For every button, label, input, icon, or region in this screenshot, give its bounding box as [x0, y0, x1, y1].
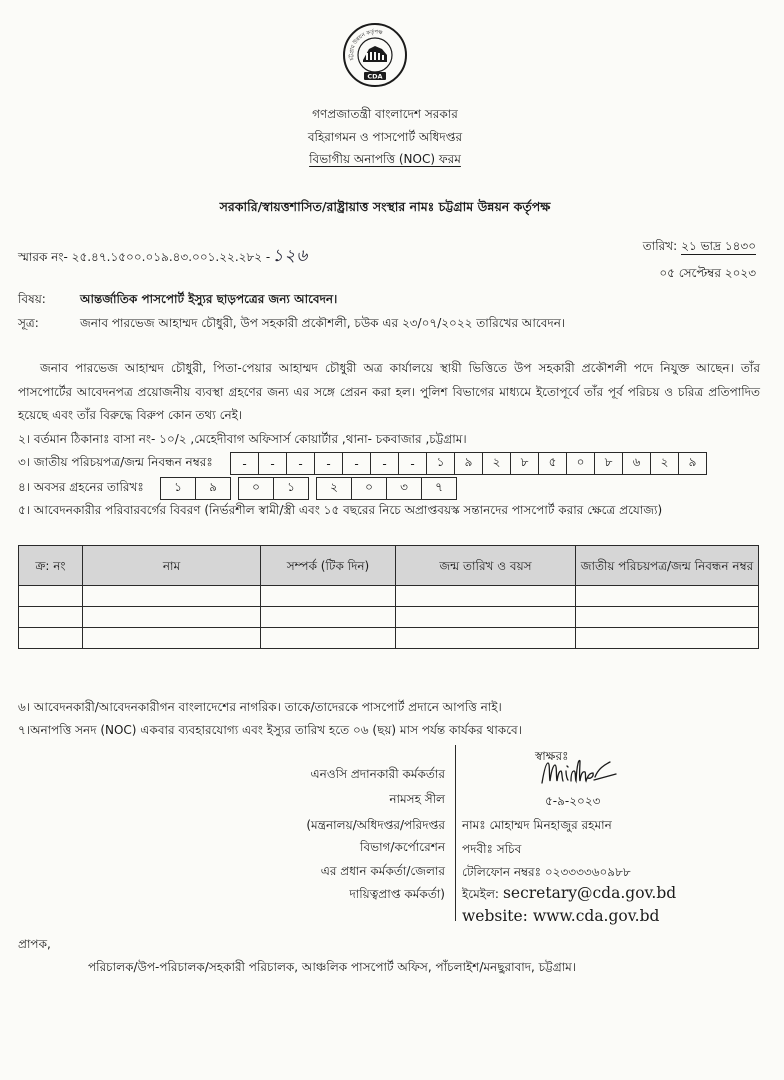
table-row — [19, 586, 759, 607]
header-department: বহিরাগমন ও পাসপোর্ট অধিদপ্তর — [307, 130, 463, 144]
family-table — [18, 545, 759, 649]
table-cell — [261, 586, 396, 607]
date-english: ০৫ সেপ্টেম্বর ২০২৩ — [659, 266, 756, 280]
retirement-digit-box: ২ — [316, 477, 352, 500]
date-label: তারিখ: — [642, 239, 678, 253]
issuer-label-line: এর প্রধান কর্মকর্তা/জেলার — [320, 864, 445, 878]
header-government: গণপ্রজাতন্ত্রী বাংলাদেশ সরকার — [312, 107, 458, 121]
organization-line: সরকারি/স্বায়ত্তশাসিত/রাষ্ট্রায়াত্ত সংস্থার নামঃ চট্টগ্রাম উন্নয়ন কর্তৃপক্ষ — [219, 199, 551, 214]
retirement-digit-box: ০ — [351, 477, 387, 500]
table-cell — [83, 607, 261, 628]
nid-digit-box: ৯ — [454, 452, 483, 475]
retirement-label: ৪। অবসর গ্রহনের তারিখঃ — [18, 479, 144, 494]
nid-digit-box: - — [286, 452, 315, 475]
form-title — [0, 151, 770, 171]
issuer-label-line: বিভাগ/কর্পোরেশন — [360, 840, 445, 854]
date-bangla: ২১ ভাদ্র ১৪৩০ — [681, 239, 756, 253]
nid-digit-box: - — [342, 452, 371, 475]
signatory-designation: পদবীঃ সচিব — [462, 842, 522, 856]
issuer-label-line: (মন্ত্রনালয়/অধিদপ্তর/পরিদপ্তর — [306, 818, 445, 832]
signatory-name: নামঃ মোহাম্মদ মিনহাজুর রহমান — [462, 818, 612, 832]
retirement-boxes — [161, 477, 457, 500]
table-cell — [261, 628, 396, 649]
address-value: বাসা নং- ১০/২ ,মেহেদীবাগ অফিসার্স কোয়ার্টার ,থানা- চকবাজার ,চট্টগ্রাম। — [113, 432, 467, 446]
table-header-cell: নাম — [83, 546, 261, 586]
table-cell — [19, 586, 83, 607]
item-current-address — [18, 431, 467, 451]
nid-boxes — [231, 452, 707, 475]
retirement-digit-box: ৭ — [421, 477, 457, 500]
table-header-cell: জন্ম তারিখ ও বয়স — [396, 546, 576, 586]
table-header-cell: ক্র: নং — [19, 546, 83, 586]
item-citizenship-note: ৬। আবেদনকারী/আবেদনকারীগন বাংলাদেশের নাগরিক। তাকে/তাদেরকে পাসপোর্ট প্রদানে আপত্তি নাই। — [18, 700, 502, 714]
issuer-label-line: এনওসি প্রদানকারী কর্মকর্তার — [310, 767, 445, 781]
nid-digit-box: ৮ — [594, 452, 623, 475]
nid-digit-box: ৫ — [538, 452, 567, 475]
signature-label: স্বাক্ষরঃ — [535, 749, 569, 763]
form-title-text: বিভাগীয় অনাপত্তি (NOC) ফরম — [309, 152, 461, 166]
table-header-cell: সম্পর্ক (টিক দিন) — [261, 546, 396, 586]
nid-digit-box: ২ — [482, 452, 511, 475]
table-cell — [576, 586, 759, 607]
table-cell — [396, 607, 576, 628]
table-cell — [576, 607, 759, 628]
nid-digit-box: - — [370, 452, 399, 475]
cda-logo — [342, 22, 408, 88]
logo-ring-text: চট্টগ্রাম উন্নয়ন কর্তৃপক্ষ — [348, 29, 383, 61]
nid-digit-box: ৯ — [678, 452, 707, 475]
recipient-label: প্রাপক, — [18, 937, 51, 951]
nid-label: ৩। জাতীয় পরিচয়পত্র/জন্ম নিবন্ধন নম্বরঃ — [18, 454, 213, 469]
logo-abbr-text: CDA — [367, 72, 383, 81]
email-address: secretary@cda.gov.bd — [502, 884, 677, 902]
reference-text: জনাব পারভেজ আহাম্মদ চৌধুরী, উপ সহকারী প্রকৌশলী, চউক এর ২৩/০৭/২০২২ তারিখের আবেদন। — [80, 316, 566, 330]
table-cell — [19, 628, 83, 649]
item-validity-note: ৭।অনাপত্তি সনদ (NOC) একবার ব্যবহারযোগ্য এবং ইস্যুর তারিখ হতে ০৬ (ছয়) মাস পর্যন্ত কার্যকর থাকবে। — [18, 723, 522, 737]
signature-date: ৫-৯-২০২৩ — [545, 794, 601, 808]
reference-label: সূত্র: — [18, 316, 39, 330]
nid-digit-box: ২ — [650, 452, 679, 475]
item-family-details: ৫। আবেদনকারীর পরিবারবর্গের বিবরণ (নির্ভরশীল স্বামী/স্ত্রী এবং ১৫ বছরের নিচে অপ্রাপ্তবয়স্ক সন্তানদের পাসপোর্ট করার ক্ষেত্রে প্রযোজ্য) — [18, 503, 663, 517]
table-cell — [19, 607, 83, 628]
retirement-digit-box: ০ — [238, 477, 274, 500]
signature-divider — [455, 745, 456, 921]
memo-number — [18, 243, 308, 271]
table-header-row — [19, 546, 759, 586]
subject-label: বিষয়: — [18, 292, 46, 306]
subject-text: আন্তর্জাতিক পাসপোর্ট ইস্যুর ছাড়পত্রের জন্য আবেদন। — [80, 292, 338, 306]
nid-digit-box: - — [258, 452, 287, 475]
table-cell — [396, 586, 576, 607]
item-nid — [18, 452, 707, 475]
table-cell — [396, 628, 576, 649]
item-retirement-date — [18, 477, 457, 500]
signatory-email — [462, 884, 676, 906]
signatory-website: website: www.cda.gov.bd — [462, 907, 660, 925]
retirement-digit-box: ৩ — [386, 477, 422, 500]
handwritten-signature — [538, 757, 620, 789]
retirement-digit-box: ৯ — [195, 477, 231, 500]
recipient-text: পরিচালক/উপ-পরিচালক/সহকারী পরিচালক, আঞ্চলিক পাসপোর্ট অফিস, পাঁচলাইশ/মনছুরাবাদ, চট্টগ্রাম। — [88, 960, 577, 974]
nid-digit-box: - — [314, 452, 343, 475]
table-cell — [576, 628, 759, 649]
table-cell — [261, 607, 396, 628]
nid-digit-box: ৬ — [622, 452, 651, 475]
retirement-digit-box: ১ — [273, 477, 309, 500]
nid-digit-box: ০ — [566, 452, 595, 475]
nid-digit-box: ১ — [426, 452, 455, 475]
issuer-label-line: দায়িত্বপ্রাপ্ত কর্মকর্তা) — [349, 887, 445, 901]
nid-digit-box: - — [398, 452, 427, 475]
table-cell — [83, 586, 261, 607]
memo-handwritten-number: ১২৬ — [272, 246, 309, 266]
signatory-phone: টেলিফোন নম্বরঃ ০২৩৩৩৩৬০৯৮৮ — [462, 865, 631, 879]
issuer-label-line: নামসহ সীল — [389, 792, 445, 806]
table-cell — [83, 628, 261, 649]
nid-digit-box: - — [230, 452, 259, 475]
logo-building-icon — [363, 46, 387, 62]
table-row — [19, 607, 759, 628]
retirement-digit-box: ১ — [160, 477, 196, 500]
table-header-cell: জাতীয় পরিচয়পত্র/জন্ম নিবন্ধন নম্বর — [576, 546, 759, 586]
address-label: ২। বর্তমান ঠিকানাঃ — [18, 432, 110, 446]
table-row — [19, 628, 759, 649]
memo-number-text: স্মারক নং- ২৫.৪৭.১৫০০.০১৯.৪৩.০০১.২২.২৮২ - — [18, 250, 271, 264]
date-block — [643, 238, 756, 258]
body-paragraph: জনাব পারভেজ আহাম্মদ চৌধুরী, পিতা-পেয়ার আহাম্মদ চৌধুরী অত্র কার্যালয়ে স্থায়ী ভিত্তিতে উপ সহকারী প্রকৌশলী পদে নিযুক্ত আছেন। তাঁর পাসপোর্টের আবেদনপত্র প্রয়োজনীয় ব্যবস্থা গ্রহণের জন্য এর সঙ্গে প্রেরন করা হল। পুলিশ বিভাগের মাধ্যমে ইতোপূর্বে তাঁর পূর্ব পরিচয় ও চরিত্র প্রতিপাদিত হয়েছে এবং তাঁর বিরুদ্ধে বিরুপ কোন তথ্য নেই। — [18, 361, 760, 422]
nid-digit-box: ৮ — [510, 452, 539, 475]
email-label: ইমেইল: — [462, 887, 499, 901]
